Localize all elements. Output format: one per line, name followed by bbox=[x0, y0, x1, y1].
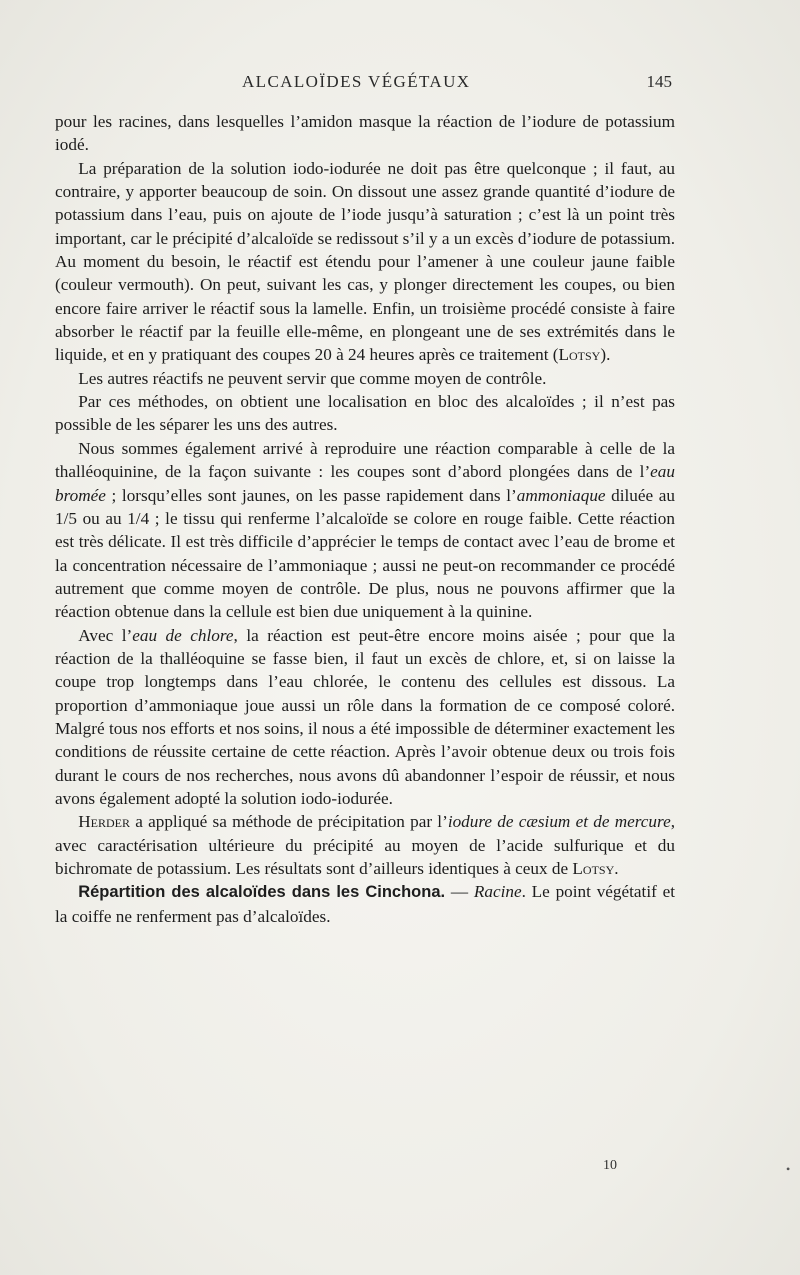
term-ammoniaque: ammoniaque bbox=[516, 485, 606, 505]
paragraph-7-text-b: , avec caractérisation ultérieure du précipité au moyen de l’acide sulfurique et du bichromate de potassium. Les résultats sont d’ailleurs identiques à ceux de bbox=[55, 812, 675, 878]
running-title: ALCALOÏDES VÉGÉTAUX bbox=[242, 72, 471, 91]
author-lotsy-2: Lotsy bbox=[572, 859, 615, 878]
paragraph-5-text-c: diluée au 1/5 ou au 1/4 ; le tissu qui renferme l’alcaloïde se colore en rouge faible. Cette réaction est très délicate. Il est très difficile d’apprécier le temps de contact avec l’eau de brome et la concentration nécessaire de l’ammoniaque ; aussi ne peut-on recommander ce procédé autrement que comme moyen de contrôle. De plus, nous ne pouvons affirmer que la réaction obtenue dans la cellule est bien due uniquement à la quinine. bbox=[55, 485, 675, 622]
paragraph-5-text-b: ; lorsqu’elles sont jaunes, on les passe rapidement dans l’ bbox=[105, 485, 517, 505]
paragraph-2 bbox=[55, 157, 675, 367]
author-lotsy: Lotsy bbox=[558, 345, 601, 365]
paragraph-8-text: . Le point végétatif et la coiffe ne renferment pas d’alcaloïdes. bbox=[55, 882, 676, 926]
paragraph-2-text: La préparation de la solution iodo-iodurée ne doit pas être quelconque ; il faut, au contraire, y apporter beaucoup de soin. On dissout une assez grande quantité d’iodure de potassium dans l’eau, puis on ajoute de l’iode jusqu’à saturation ; c’est là un point très important, car le précipité d’alcaloïde se redissout s’il y a un excès d’iodure de potassium. Au moment du besoin, le réactif est étendu pour l’amener à une couleur jaune faible (couleur vermouth). On peut, suivant les cas, y plonger directement les coupes, ou bien encore faire arriver le réactif sous la lamelle. Enfin, un troisième procédé consiste à faire absorber le réactif par la feuille elle-même, en plongeant une de ses extrémités dans le liquide, et en y pratiquant des coupes 20 à 24 heures après ce traitement ( bbox=[55, 158, 675, 365]
paragraph-5 bbox=[55, 437, 675, 624]
author-herder: Herder bbox=[78, 812, 130, 832]
heading-dash: — bbox=[445, 882, 474, 902]
section-heading: Répartition des alcaloïdes dans les Cinchona. bbox=[78, 883, 446, 902]
paragraph-2-end: ). bbox=[600, 345, 611, 365]
paragraph-6-text-a: Avec l’ bbox=[78, 625, 133, 645]
term-eau-de-chlore: eau de chlore bbox=[132, 625, 234, 645]
margin-mark: • bbox=[786, 1162, 791, 1176]
page-header bbox=[52, 72, 672, 98]
body-text bbox=[55, 110, 675, 928]
paragraph-7 bbox=[55, 810, 675, 880]
term-eau-bromee: eau bromée bbox=[55, 462, 675, 505]
paragraph-4-text: Par ces méthodes, on obtient une localisation en bloc des alcaloïdes ; il n’est pas possible de les séparer les uns des autres. bbox=[55, 392, 675, 435]
paragraph-4 bbox=[55, 390, 675, 437]
paragraph-1 bbox=[55, 110, 675, 157]
paragraph-3-text: Les autres réactifs ne peuvent servir que comme moyen de contrôle. bbox=[78, 368, 547, 388]
paragraph-8 bbox=[55, 880, 675, 928]
paragraph-7-end: . bbox=[614, 859, 619, 878]
paragraph-6-text-b: , la réaction est peut-être encore moins aisée ; pour que la réaction de la thalléoquine se fasse bien, il faut un excès de chlore, et, si on laisse la coupe trop longtemps dans l’eau chlorée, le contenu des cellules est dissous. La proportion d’ammoniaque joue aussi un rôle dans la formation de ce composé coloré. Malgré tous nos efforts et nos soins, il nous a été impossible de déterminer exactement les conditions de réussite certaine de cette réaction. Après l’avoir obtenue deux ou trois fois durant le cours de nos recherches, nous avons dû abandonner l’espoir de réussir, et nous avons également adopté la solution iodo-iodurée. bbox=[55, 625, 675, 808]
paragraph-7-text-a: a appliqué sa méthode de précipitation par l’ bbox=[129, 812, 448, 832]
paragraph-5-text-a: Nous sommes également arrivé à reproduire une réaction comparable à celle de la thalléoquinine, de la façon suivante : les coupes sont d’abord plongées dans de l’ bbox=[55, 438, 675, 482]
paragraph-3 bbox=[55, 367, 675, 390]
paragraph-6 bbox=[55, 624, 675, 811]
subheading-racine: Racine bbox=[473, 882, 522, 902]
page-number: 145 bbox=[646, 72, 672, 91]
term-iodure-cesium: iodure de cæsium et de mercure bbox=[447, 812, 671, 832]
signature-mark: 10 bbox=[603, 1158, 617, 1173]
paragraph-1-text: pour les racines, dans lesquelles l’amidon masque la réaction de l’iodure de potassium iodé. bbox=[55, 112, 675, 155]
